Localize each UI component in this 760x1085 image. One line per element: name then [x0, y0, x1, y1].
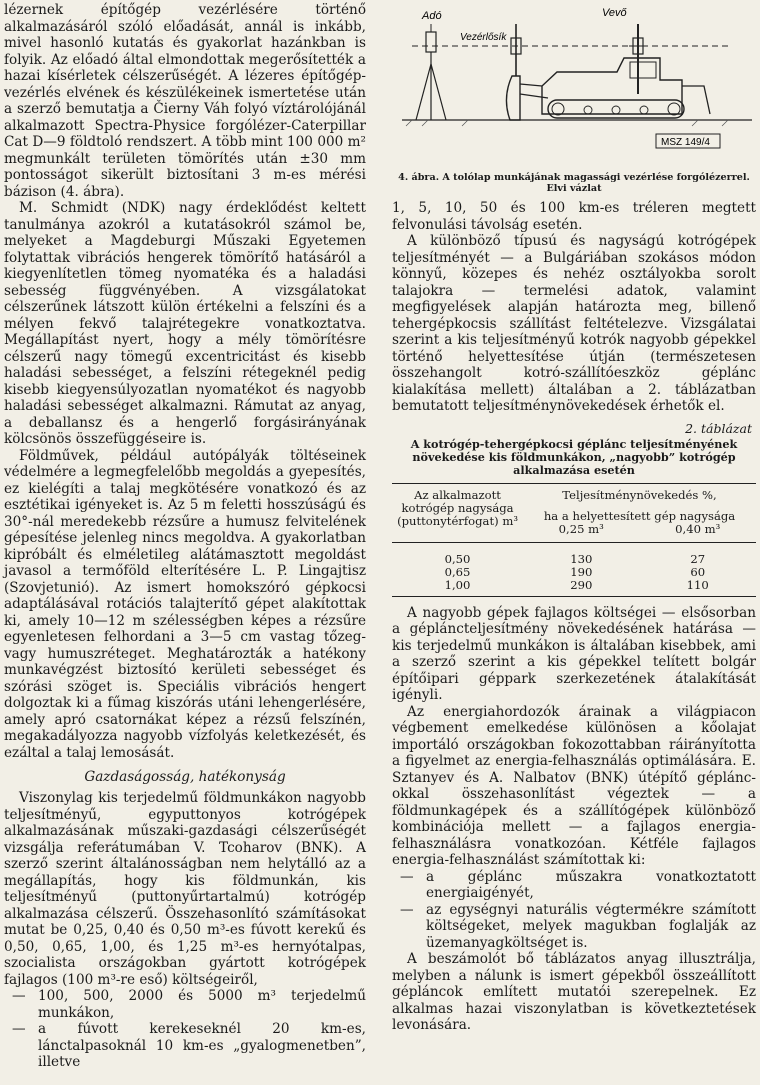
paragraph-schmidt: M. Schmidt (NDK) nagy érdeklődést keltett tanulmánya azokról a kutatásokról számol be, melyeket a Magdeburgi Műszaki Egyetemen folytattak vibrációs hengerek tömörítő hatásáról a kiegyenlítetlen tömeg nyomatéka és a haladási sebesség függvényében. A vizsgálatokat célszerűnek látszott külön értékelni a felszíni és a mélyen fekvő talajrétegekre vonatkoztatva. Megállapítást nyert, hogy a mély tömörítésre célszerű nagy tömegű excentricitást és kisebb haladási sebességet, a felszíni rétegeknél pedig kisebb kiegyensúlyozatlan nyomatékot és nagyobb haladási sebességet alkalmazni. Rámutat az anyag, a deballansz és a hengerlő forgásirányának kölcsönös összefüggéseire is. — [4, 200, 366, 447]
table-col-header-size: Az alkalmazott kotrógép nagysága (puttonytérfogat) m³ — [397, 487, 518, 528]
paragraph-earthworks: Földművek, például autópályák töltéseinek védelmére a legmegfelelőbb megoldás a gyepesítés, ez kielégíti a talaj megkötésére vonatkozó és az esztétikai igényeket is. Az 5 m feletti hosszúságú és 30°-nál meredekebb rézsűre a humusz felvitelének gépesítése jelenleg nincs megoldva. A gyakorlatban kipróbált és elméletileg alátámasztott megoldást javasol a termőföld elterítésére L. P. Lingajtisz (Szovjetunió). Az ismert homokszóró gépkocsi adaptálásával rotációs talajterítő gépet alakítottak ki, amely 10—12 m szélességben képes a rézsűre egyenletesen felhordani a 3—5 cm vastag tőzeg- vagy humuszréteget. Meghatározták a hatékony munkavégzést biztosító kerületi sebességet és szórási szöget is. Speciális vibrációs hengert dolgoztak ki a fűmag kiszórás utáni lehengerlésére, amely apró csatornákat képez a rézsű felszínén, megakadályozza nagyobb vízfolyás keletkezését, és ezáltal a talaj lemosását. — [4, 447, 366, 761]
table-group-header: Teljesítménynövekedés %, — [562, 487, 717, 502]
transmitter-tripod-icon — [416, 24, 446, 120]
left-column — [4, 2, 366, 1071]
list-item: — a fúvott kerekeseknél 20 km-es, lánctalpasoknál 10 km-es „gyalogmenetben”, illetve — [4, 1021, 366, 1071]
paragraph-performance: A különböző típusú és nagyságú kotrógépek teljesítményét — a Bulgáriában szokásos módon könnyű, közepes és nehéz osztályokba sorolt talajokra — termelési adatok, valamint megfigyelések alapján határozta meg, billenő tehergépkocsis szállítást feltételezve. Vizsgálatai szerint a kis teljesítményű kotrók nagyobb gépekkel történő helyettesítése útján (természetesen összehangolt kotró-szállítóeszköz géplánc kialakítása mellett) általában a 2. táblázatban bemutatott teljesítménynövekedések érhetők el. — [392, 233, 756, 414]
paragraph-laser-control: lézernek építőgép vezérlésére történő alkalmazásáról szóló előadását, annál is inkább, mivel hasonló kutatás és gyakorlat hazánkban is folyik. Az előadó által elmondottak megerősítették a hazai kísérletek célszerűségét. A lézeres építőgép-vezérlés elvének és készülékeinek ismertetése után a szerző bemutatja a Čierny Váh folyó víztárolójánál alkalmazott Spectra-Physice forgólézer-Caterpillar Cat D—9 földtoló rendszert. A több mint 100 000 m² megmunkált területen tömörítés után ±30 mm pontosságot sikerült biztosítani 3 m-es mérési bázison (4. ábra). — [4, 2, 366, 200]
table-sub-col-025: 0,25 m³ — [558, 521, 604, 536]
table-row — [392, 579, 756, 597]
list-item: — 100, 500, 2000 és 5000 m³ terjedelmű munkákon, — [4, 988, 366, 1021]
table-number: 2. táblázat — [685, 420, 752, 436]
performance-table — [392, 483, 756, 597]
label-receiver: Vevő — [602, 7, 627, 19]
table-cell: 60 — [690, 564, 706, 579]
ripper-icon — [682, 86, 710, 114]
figure-4-laser-diagram — [392, 2, 756, 170]
figure-stamp — [656, 134, 720, 148]
stamp-text: MSZ 149/4 — [661, 137, 710, 148]
list-item: — az egységnyi naturális végtermékre számított költségeket, melyek magukban foglalják az üzemanyagköltséget is. — [392, 902, 756, 952]
table-cell: 130 — [570, 551, 593, 566]
table-cell: 0,65 — [444, 564, 471, 579]
ground-hatching — [406, 120, 728, 126]
label-transmitter: Adó — [422, 10, 442, 22]
table-sub-col-040: 0,40 m³ — [675, 521, 721, 536]
paragraph-conclusion: A beszámolót bő táblázatos anyag illusztrálja, melyben a nálunk is ismert gépekből összeállított gépláncok említett mutatói szerepelnek. Ez alkalmas hazai viszonylatban is következtetések levonására. — [392, 951, 756, 1033]
table-cell: 190 — [570, 564, 593, 579]
paragraph-distances: 1, 5, 10, 50 és 100 km-es tréleren megtett felvonulási távolság esetén. — [392, 200, 756, 233]
table-cell: 110 — [686, 577, 709, 592]
section-heading-economy: Gazdaságosság, hatékonyság — [84, 769, 286, 785]
receiver-mast-icon — [629, 24, 647, 94]
table-row — [392, 566, 756, 579]
paragraph-energy: Az energiahordozók árainak a világpiacon végbement emelkedése különösen a kőolajat importáló országokban fokozottabban ráirányította a figyelmet az energia-felhasználás optimálására. E. Sztanyev és A. Nalbatov (BNK) útépítő géplánc-okkal összehasonlítást végeztek — a földmunkagépek és a szállítógépek különböző kombinációja mellett — a fajlagos energia-felhasználásra vonatkozóan. Kétféle fajlagos energia-felhasználást számítottak ki: — [392, 703, 756, 868]
paragraph-tcoharov: Viszonylag kis terjedelmű földmunkákon nagyobb teljesítményű, egyputtonyos kotrógépek alkalmazásának műszaki-gazdasági célszerűségét vizsgálja referátumában V. Tcoharov (BNK). A szerző szerint általánosságban nem helytálló az a megállapítás, hogy kis földmunkán, kis teljesítményű (puttonyűrtartalmú) kotrógép alkalmazása célszerű. Összehasonlító számításokat mutat be 0,25, 0,40 és 0,50 m³-es fúvott kerekű és 0,50, 0,65, 1,00, és 1,25 m³-es hernyótalpas, szocialista országokban gyártott kotrógépek fajlagos (100 m³-re eső) költségeiről, — [4, 790, 366, 988]
list-item: — a géplánc műszakra vonatkoztatott energiaigényét, — [392, 869, 756, 902]
table-cell: 290 — [570, 577, 593, 592]
right-dash-list — [392, 869, 756, 952]
table-cell: 0,50 — [444, 551, 471, 566]
table-row — [392, 553, 756, 566]
paragraph-costs: A nagyobb gépek fajlagos költségei — elsősorban a gépláncteljesítmény növekedésének határása — kis terjedelmű munkákon is általában kisebbek, ami a szerző szerint a kis gépekkel telített bolgár építőipari géppark szerkezetének átalakítását igényli. — [392, 604, 756, 703]
bulldozer-icon — [506, 24, 684, 120]
label-control-plane: Vezérlősík — [460, 32, 507, 43]
figure-caption: 4. ábra. A tolólap munkájának magassági vezérlése forgólézerrel. Elvi vázlat — [398, 172, 750, 194]
right-column — [392, 2, 756, 1034]
laser-grading-diagram — [392, 2, 756, 170]
table-cell: 27 — [690, 551, 706, 566]
table-cell: 1,00 — [444, 577, 471, 592]
table-sub-header: ha a helyettesített gép nagysága — [543, 508, 736, 523]
left-dash-list — [4, 988, 366, 1071]
table-title: A kotrógép-tehergépkocsi géplánc teljesítményének növekedése kis földmunkákon, „nagyobb” kotrógép alkalmazása esetén — [410, 436, 738, 477]
